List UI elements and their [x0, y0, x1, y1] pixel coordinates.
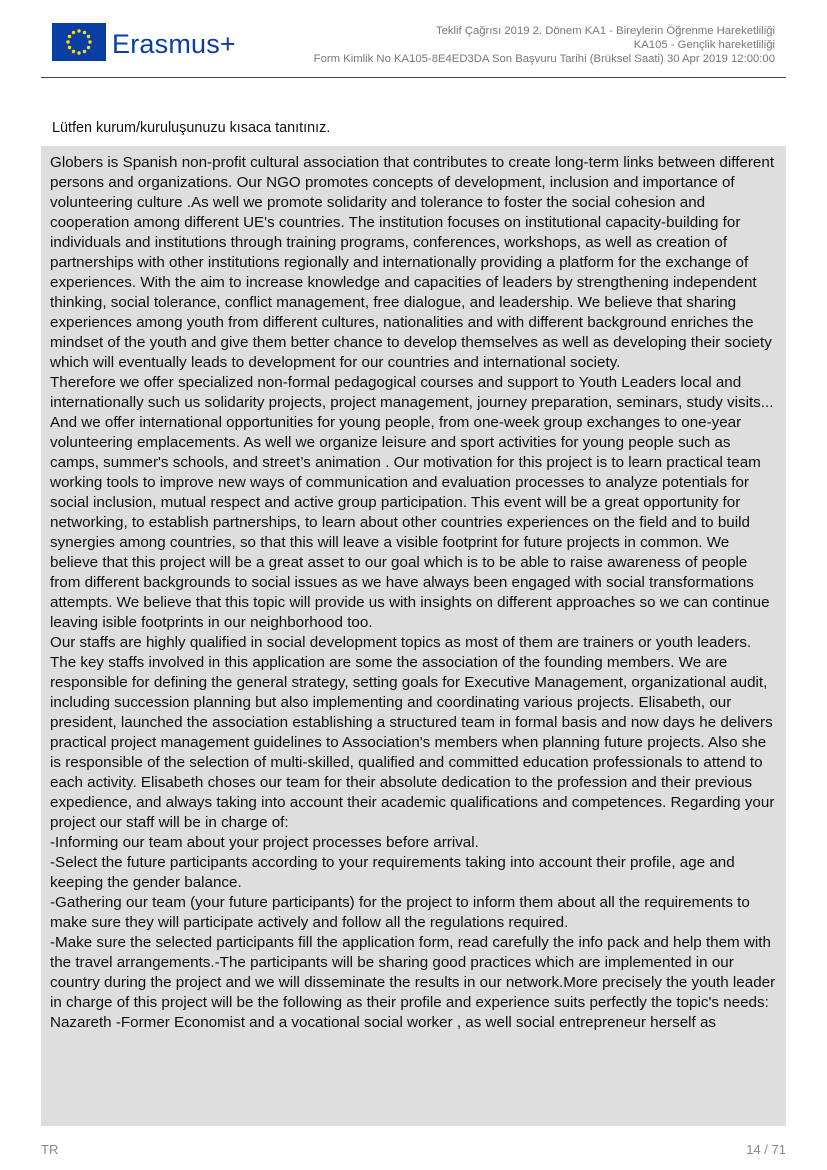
header-divider [41, 77, 786, 78]
answer-paragraph: Therefore we offer specialized non-formal pedagogical courses and support to Youth Leaders local and internationally such us solidarity projects, project management, journey preparation, seminars, study visits... And we offer international opportunities for young people, from one-week group exchanges to one-year volunteering emplacements. As well we organize leisure and sport activities for young people such as camps, summer's schools, and street’s animation . Our motivation for this project is to learn practical team working tools to improve new ways of communication and evaluation processes to analyze potentials for social inclusion, mutual respect and active group participation. This event will be a great opportunity for networking, to establish partnerships, to learn about other countries experiences on the field and to build synergies among countries, so that this will leave a visible footprint for future projects in common. We believe that this project will be a great asset to our goal which is to be able to raise awareness of people from different backgrounds to social issues as we have always been engaged with social transformations attempts. We believe that this topic will provide us with insights on different approaches so we can continue leaving isible footprints in our neighborhood too. [50, 374, 774, 631]
brand-name: Erasmus+ [112, 29, 236, 59]
answer-paragraph: Our staffs are highly qualified in social development topics as most of them are trainers or youth leaders. The key staffs involved in this application are some the association of the founding members. We are responsible for defining the general strategy, setting goals for Executive Management, organizational audit, including succession planning but also implementing and coordinating various projects. Elisabeth, our president, launched the association establishing a structured team in formal basis and now days he delivers practical project management guidelines to Association's members when planning future projects. Also she is responsible of the selection of multi-skilled, qualified and committed education professionals to attend to each activity. Elisabeth choses our team for their absolute dedication to the profession and their previous expedience, and always taking into account their academic qualifications and competences. Regarding your project our staff will be in charge of: [50, 634, 775, 831]
call-title: Teklif Çağrısı 2019 2. Dönem KA1 - Bireylerin Öğrenme Hareketliliği [435, 25, 775, 37]
eu-flag-icon [52, 23, 106, 61]
question-label: Lütfen kurum/kuruluşunuzu kısaca tanıtınız. [52, 120, 331, 136]
form-id-deadline: Form Kimlik No KA105-8E4ED3DA Son Başvuru Tarihi (Brüksel Saati) 30 Apr 2019 12:00:00 [313, 53, 775, 65]
answer-paragraph: Nazareth -Former Economist and a vocational social worker , as well social entrepreneur herself as [50, 1014, 717, 1031]
call-info [314, 24, 775, 66]
answer-paragraph: -Gathering our team (your future participants) for the project to inform them about all the requirements to make sure they will participate actively and follow all the regulations required. [50, 894, 750, 931]
answer-paragraph: -Informing our team about your project processes before arrival. [50, 834, 479, 851]
answer-box [41, 146, 786, 1126]
answer-text [41, 146, 786, 1033]
answer-paragraph: -Select the future participants according to your requirements taking into account their profile, age and keeping the gender balance. [50, 854, 735, 891]
action-type: KA105 - Gençlik hareketliliği [633, 39, 775, 51]
answer-paragraph: Globers is Spanish non-profit cultural association that contributes to create long-term links between different persons and organizations. Our NGO promotes concepts of development, inclusion and importance of volunteering culture .As well we promote solidarity and tolerance to foster the social cohesion and cooperation among different UE's countries. The institution focuses on institutional capacity-building for individuals and institutions through training programs, conferences, workshops, as well as creation of partnerships with other institutions regionally and internationally providing a platform for the exchange of experiences. With the aim to increase knowledge and capacities of leaders by strengthening independent thinking, social tolerance, conflict management, free dialogue, and leadership. We believe that sharing experiences among youth from different cultures, nationalities and with different background enriches the mindset of the youth and give them better chance to develop themselves as well as developing their society which will eventually leads to development for our countries and international society. [50, 154, 775, 371]
page-header [0, 0, 827, 80]
page-number: 14 / 71 [746, 1142, 786, 1157]
footer-language: TR [41, 1142, 59, 1157]
answer-paragraph: -Make sure the selected participants fill the application form, read carefully the info pack and help them with the travel arrangements.-The participants will be sharing good practices which are implemented in our country during the project and we will disseminate the results in our network.More precisely the youth leader in charge of this project will be the following as their profile and experience suits perfectly the topic's needs: [50, 934, 776, 1011]
erasmus-logo [52, 23, 252, 67]
